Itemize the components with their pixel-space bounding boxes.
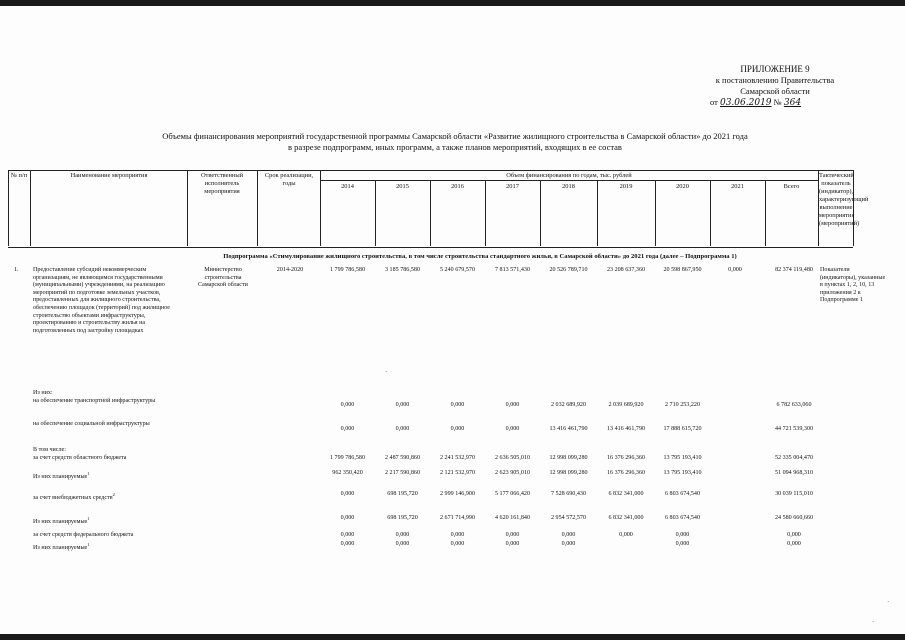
row1-value: 1 799 786,580 (329, 267, 366, 273)
regional-total: 52 335 004,470 (774, 455, 814, 461)
regional-value: 2 487 590,860 (384, 455, 421, 461)
planned2-value: 698 195,720 (387, 515, 418, 521)
transport-label: на обеспечение транспортной инфраструктуры (33, 398, 156, 404)
extrabudget-value: 5 177 066,420 (494, 491, 531, 497)
transport-value: 0,000 (395, 402, 410, 408)
document-title-line-1: Объемы финансирования мероприятий государственной программы Самарской области «Развитие жилищного строительства в Самарской области» до 2021 года (162, 131, 748, 141)
extrabudget-label: за счет внебюджетных средств$^2$ (33, 492, 115, 502)
scan-speck: · (887, 598, 890, 606)
social-value: 13 416 461,790 (549, 426, 588, 432)
planned1-value: 2 121 532,970 (439, 470, 476, 476)
social-value: 0,000 (395, 426, 410, 432)
social-value: 13 416 461,790 (606, 426, 646, 432)
social-value: 0,000 (450, 426, 465, 432)
federal-value: 0,000 (619, 532, 633, 538)
transport-value: 0,000 (340, 402, 355, 408)
extrabudget-value: 7 528 690,430 (550, 491, 587, 497)
appendix-number: 364 (783, 98, 802, 108)
header-year: 2019 (619, 183, 633, 190)
appendix-line-1: к постановлению Правительства (715, 75, 835, 85)
header-year: 2017 (506, 183, 519, 190)
regional-value: 1 799 786,580 (329, 455, 366, 461)
regional-value: 2 636 505,010 (494, 455, 531, 461)
planned2-value: 2 954 572,570 (550, 515, 587, 521)
scan-border-top (0, 0, 905, 6)
row1-indicator: Показатели (индикаторы), указанные в пунктах 1, 2, 10, 13 приложения 2 к Подпрограмме 1 (820, 267, 886, 304)
federal-value: 0,000 (505, 532, 520, 538)
extrabudget-total: 30 039 115,010 (775, 491, 813, 497)
header-total: Всего (783, 183, 800, 190)
including-label: В том числе: (33, 447, 66, 453)
row1-total: 82 374 119,480 (775, 267, 813, 273)
header-year: 2015 (396, 183, 409, 190)
extrabudget-value: 698 195,720 (387, 491, 418, 497)
planned1-value: 2 623 905,010 (494, 470, 531, 476)
federal-label: за счет средств федерального бюджета (33, 532, 134, 538)
document-title-line-2: в разрезе подпрограмм, иных программ, а также планов мероприятий, входящих в ее состав (288, 142, 622, 152)
header-name: Наименование мероприятия (70, 172, 148, 179)
federal-value: 0,000 (395, 532, 410, 538)
planned1-value: 962 350,420 (332, 470, 363, 476)
planned3-value: 0,000 (505, 541, 520, 547)
subprogram-heading: Подпрограмма «Стимулирование жилищного строительства, в том числе строительства стандартного жилья, в Самарской области» до 2021 года (далее – Подпрограмма 1) (223, 253, 737, 260)
federal-value: 0,000 (450, 532, 465, 538)
regional-value: 13 795 193,410 (663, 455, 702, 461)
social-value: 0,000 (340, 426, 355, 432)
header-year: 2021 (731, 183, 744, 190)
row1-executor: Министерство строительства Самарской области (198, 267, 248, 289)
social-value: 17 888 615,720 (663, 426, 702, 432)
header-funding: Объем финансирования по годам, тыс. рублей (506, 172, 632, 179)
row1-value: 7 813 571,430 (494, 267, 531, 273)
appendix-title: ПРИЛОЖЕНИЕ 9 (740, 64, 810, 74)
extrabudget-value: 6 803 674,540 (664, 491, 701, 497)
planned2-value: 6 803 674,540 (664, 515, 701, 521)
row1-value: 5 240 679,570 (439, 267, 476, 273)
header-year: 2014 (341, 183, 354, 190)
planned2-value: 4 620 161,840 (494, 515, 531, 521)
appendix-date: 03.06.2019 (719, 98, 772, 108)
transport-value: 0,000 (450, 402, 465, 408)
social-value: 0,000 (505, 426, 520, 432)
header-year: 2020 (676, 183, 689, 190)
document-title (60, 131, 850, 153)
row1-num: 1. (14, 267, 19, 273)
header-executor: Ответственный исполнитель мероприятия (200, 172, 244, 195)
row1-name: Предоставление субсидий некоммерческим организациям, не являющимся государственными (муниципальными) учреждениями, на реализацию мероприятий по подготовке земельных участков, предоставленных для жилищного строительства, обеспечению площадок (территорий) под жилищное строительство объектами инфраструктуры, проектированию и строительству жилья на подготовленных под застройку площадках (33, 267, 170, 334)
planned1-value: 12 998 099,280 (549, 470, 588, 476)
planned3-value: 0,000 (450, 541, 465, 547)
federal-value: 0,000 (561, 532, 576, 538)
row1-period: 2014-2020 (276, 267, 304, 273)
appendix-signature-line: от 03.06.2019 № 364 (710, 97, 802, 108)
row1-value: 20 526 789,710 (549, 267, 588, 273)
social-total: 44 721 539,300 (774, 426, 814, 432)
row1-value: 20 598 867,950 (663, 267, 702, 273)
appendix-line-2: Самарской области (740, 86, 810, 96)
scan-border-bottom (0, 634, 905, 640)
planned2-value: 2 671 714,990 (439, 515, 476, 521)
scan-speck: · (385, 368, 388, 376)
federal-value: 0,000 (340, 532, 355, 538)
planned3-total: 0,000 (787, 541, 801, 547)
planned3-value: 0,000 (561, 541, 576, 547)
planned1-total: 51 094 968,310 (774, 470, 814, 476)
planned1-value: 2 217 590,860 (384, 470, 421, 476)
header-year: 2016 (451, 183, 464, 190)
transport-value: 2 710 253,220 (664, 402, 701, 408)
header-indicator: Тактический показатель (индикатор), характеризующий выполнение мероприятия (мероприятий) (819, 172, 869, 227)
row1-value: 0,000 (728, 267, 742, 273)
transport-value: 2 032 689,920 (550, 402, 587, 408)
transport-value: 2 039 689,920 (608, 402, 644, 408)
extrabudget-value: 2 999 146,900 (439, 491, 476, 497)
planned3-value: 0,000 (675, 541, 690, 547)
extrabudget-value: 0,000 (340, 491, 355, 497)
planned2-value: 0,000 (340, 515, 355, 521)
federal-value: 0,000 (675, 532, 690, 538)
planned1-value: 13 795 193,410 (663, 470, 702, 476)
regional-label: за счет средств областного бюджета (33, 455, 127, 461)
social-label: на обеспечение социальной инфраструктуры (33, 421, 150, 427)
transport-total: 6 782 633,060 (776, 402, 812, 408)
row1-value: 3 185 786,580 (384, 267, 421, 273)
header-year: 2018 (562, 183, 575, 190)
planned3-value: 0,000 (395, 541, 410, 547)
of-them-label: Из них: (33, 390, 53, 396)
federal-total: 0,000 (787, 532, 801, 538)
regional-value: 2 241 532,970 (439, 455, 476, 461)
row1-value: 23 208 637,360 (606, 267, 646, 273)
header-num: № п/п (10, 172, 28, 179)
planned1-value: 16 376 296,360 (606, 470, 646, 476)
transport-value: 0,000 (505, 402, 520, 408)
scan-speck: · (872, 618, 875, 626)
planned2-label: Из них планируемые$^1$ (33, 516, 90, 526)
planned2-value: 6 832 341,000 (608, 515, 644, 521)
extrabudget-value: 6 832 341,000 (608, 491, 644, 497)
appendix-block (690, 64, 860, 109)
regional-value: 12 998 099,280 (549, 455, 588, 461)
planned1-label: Из них планируемые$^1$ (33, 471, 90, 481)
planned3-label: Из них планируемые$^1$ (33, 542, 90, 552)
regional-value: 16 376 296,360 (606, 455, 646, 461)
planned3-value: 0,000 (340, 541, 355, 547)
planned2-total: 24 580 660,660 (774, 515, 814, 521)
header-period: Срок реализации, годы (264, 172, 314, 187)
